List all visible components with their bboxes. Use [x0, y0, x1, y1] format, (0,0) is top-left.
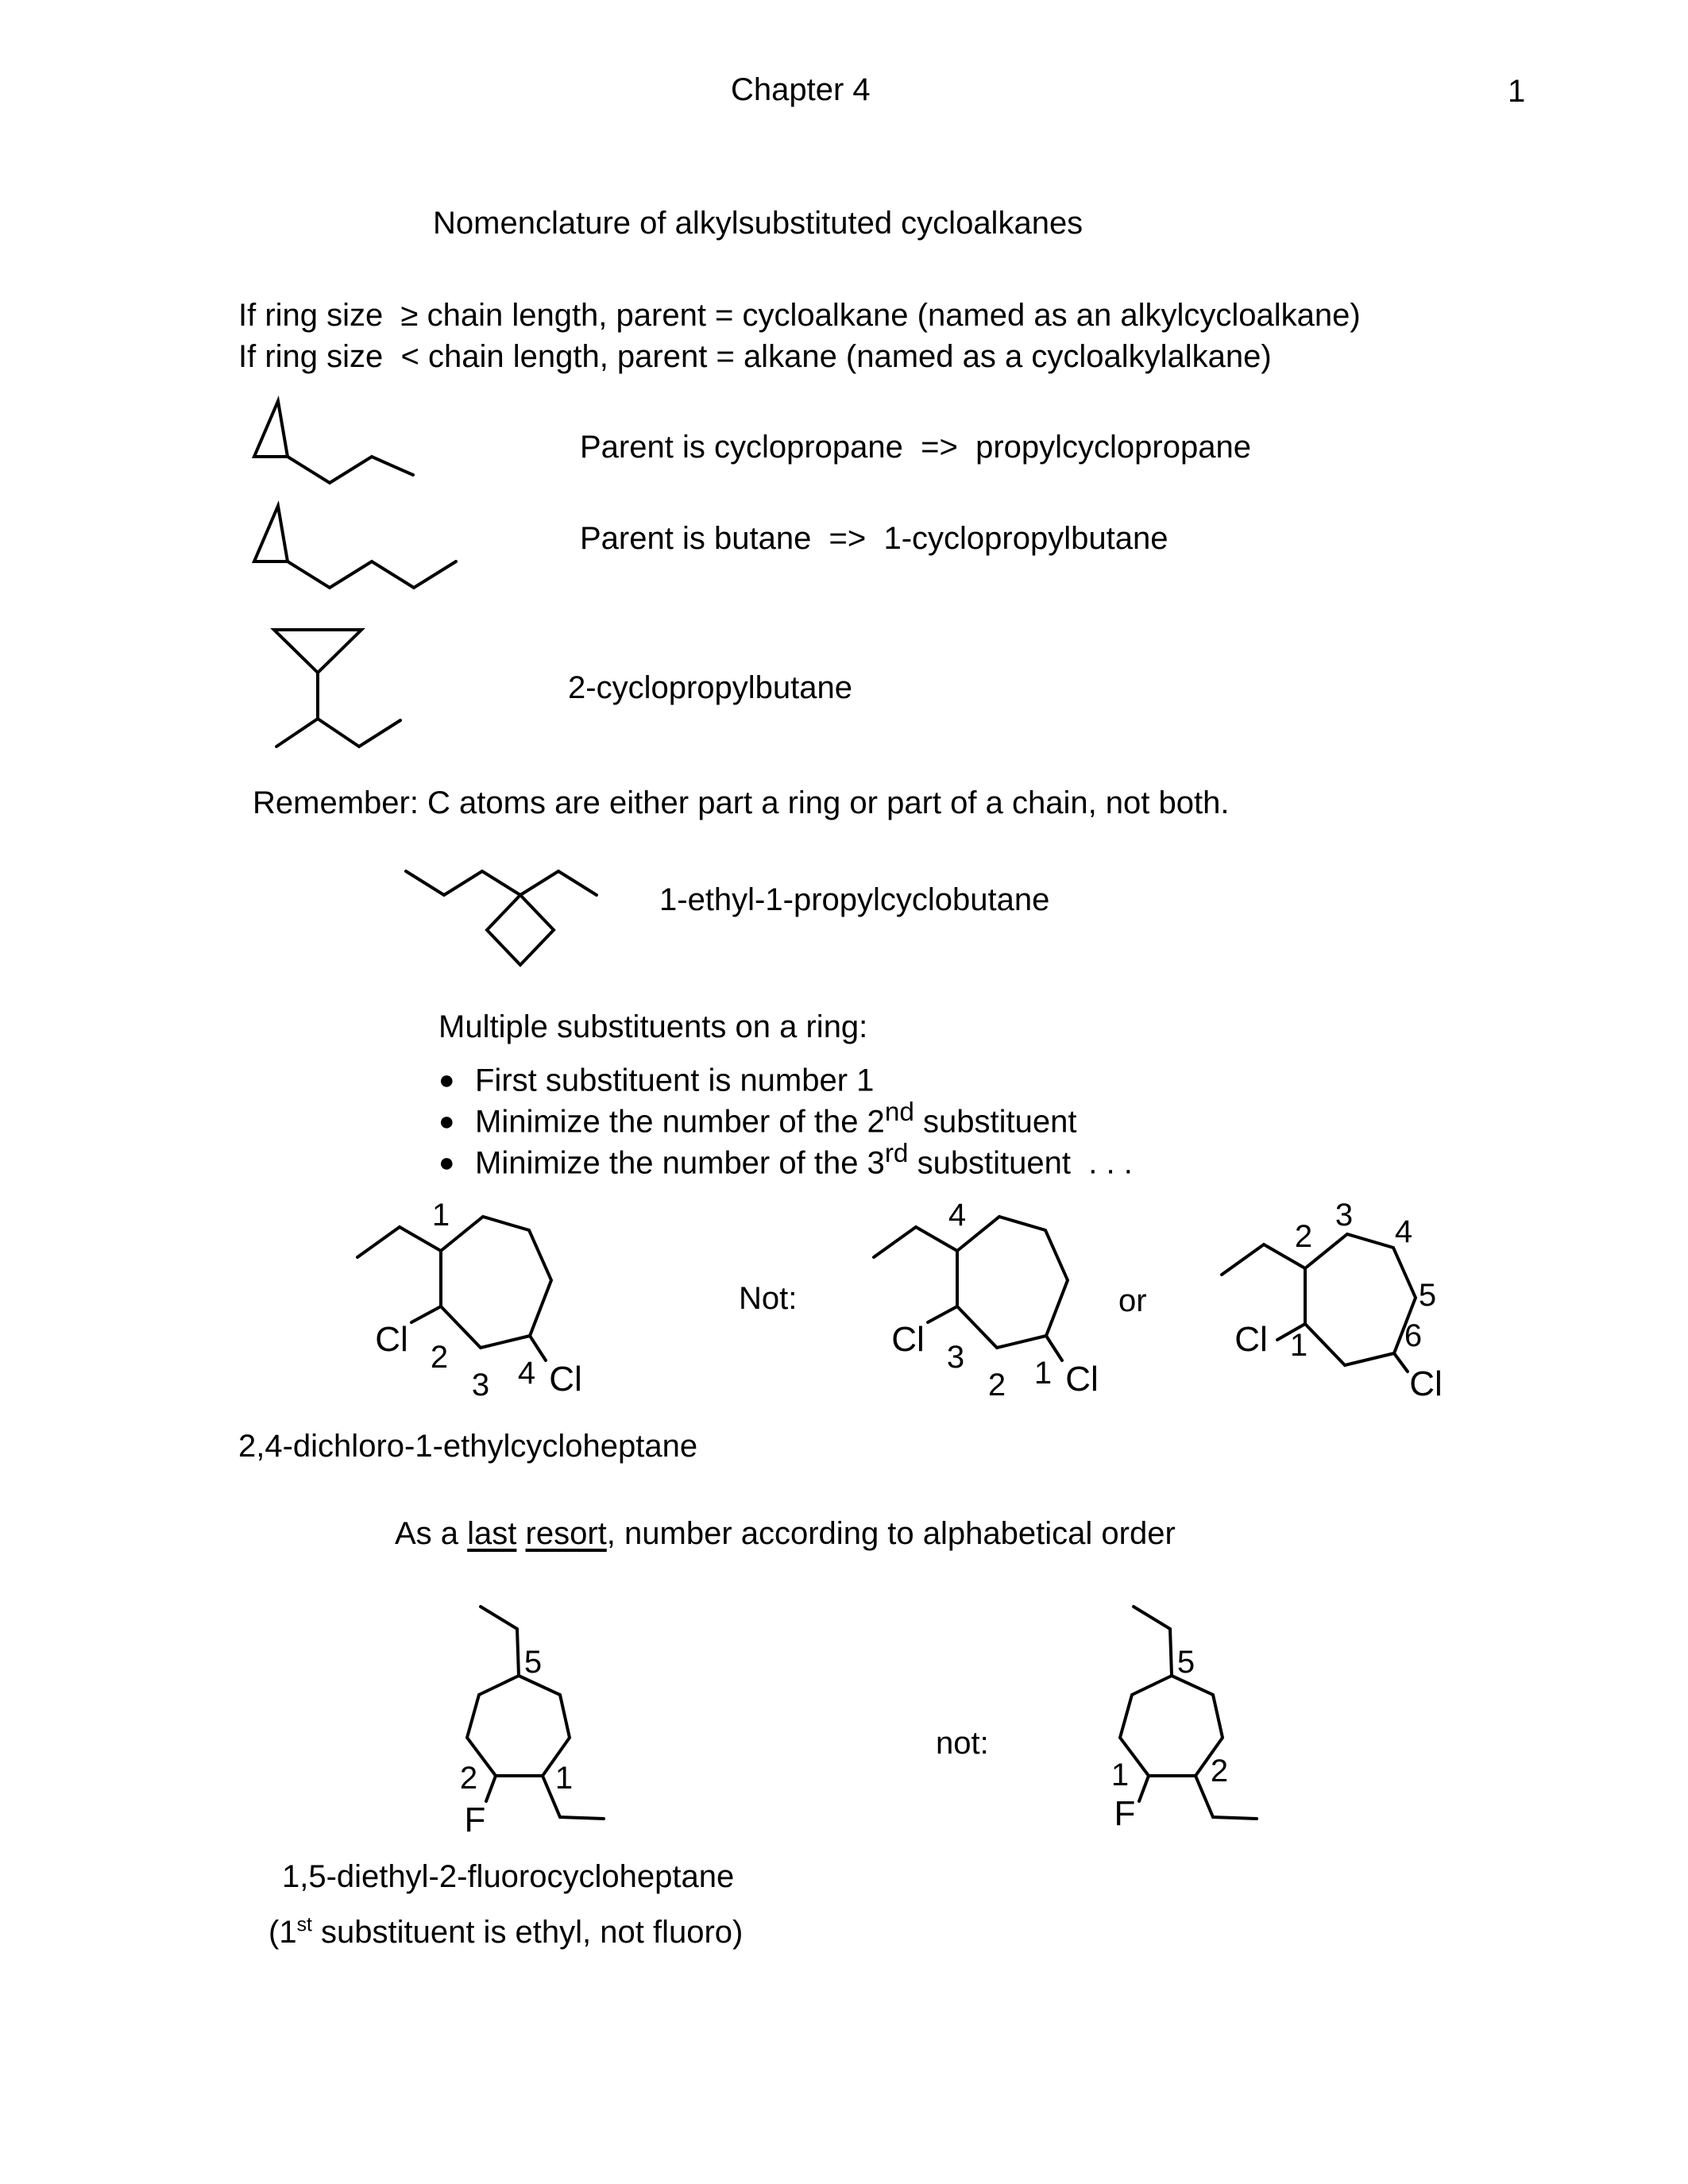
ring-number-label: 3: [471, 1368, 490, 1403]
reminder-line: Remember: C atoms are either part a ring or part of a chain, not both.: [253, 785, 1230, 820]
page-title: Nomenclature of alkylsubstituted cycloalkanes: [433, 206, 1083, 241]
cl-bond-right: [1394, 1353, 1408, 1372]
bullet-text-post: substituent . . .: [908, 1145, 1133, 1181]
ethyl-bond: [1222, 1244, 1305, 1275]
ring-number-label: 3: [946, 1340, 965, 1375]
ring-number-label: 1: [554, 1761, 574, 1796]
cl-bond-left: [411, 1306, 441, 1322]
bullet-icon: ●: [438, 1106, 455, 1137]
last-resort-line: [395, 1515, 1176, 1552]
fluoro-caption: 1,5-diethyl-2-fluorocycloheptane: [282, 1859, 735, 1894]
bullet-sup: rd: [884, 1139, 909, 1168]
ethyl-propyl-chains-bond: [406, 871, 597, 895]
not-label: Not:: [739, 1281, 798, 1316]
ring-number-label: 2: [987, 1368, 1006, 1403]
or-label: or: [1118, 1283, 1147, 1318]
ring-number-label: 2: [430, 1340, 449, 1375]
ring-number-label: 3: [1335, 1198, 1354, 1233]
bullet-icon: ●: [438, 1148, 455, 1179]
cl-bond-left: [928, 1306, 957, 1322]
cycloheptane-ring: [1120, 1676, 1223, 1776]
propyl-chain-bond: [288, 457, 413, 483]
bullet-sup: nd: [884, 1098, 914, 1127]
cl-label: Cl: [375, 1320, 408, 1359]
bullet-item-2: [438, 1098, 1076, 1140]
cl-label: Cl: [549, 1360, 582, 1399]
ring-number-label: 1: [431, 1198, 450, 1233]
ring-number-label: 6: [1404, 1318, 1423, 1353]
structure-dichloro-ethylcycloheptane-wrong: [854, 1187, 1108, 1426]
cycloheptane-ring: [441, 1217, 551, 1348]
ring-number-label: 5: [1176, 1645, 1196, 1680]
cycloheptane-ring: [957, 1217, 1068, 1348]
structure-1-ethyl-1-propylcyclobutane: [377, 846, 616, 973]
ethyl-bond-top: [481, 1607, 519, 1676]
last-resort-pre: As a: [395, 1516, 468, 1551]
structure-diethyl-fluorocycloheptane-correct: [445, 1588, 651, 1843]
cyclopropane-ring: [254, 401, 288, 457]
ring-number-label: 2: [459, 1761, 478, 1796]
rule-line-2: If ring size < chain length, parent = alkane (named as a cycloalkylalkane): [238, 339, 1272, 374]
f-label: F: [464, 1800, 486, 1839]
ethyl-bond: [874, 1227, 957, 1257]
cyclopropane-ring: [254, 506, 288, 561]
f-bond: [486, 1776, 496, 1801]
page-number: 1: [1508, 74, 1526, 109]
ethyl-bond-bottom: [543, 1776, 604, 1819]
bullet-text-post: substituent: [914, 1104, 1077, 1140]
ring-number-label: 5: [523, 1645, 543, 1680]
chapter-header: Chapter 4: [731, 72, 871, 107]
structure-diethyl-fluorocycloheptane-wrong: [1098, 1588, 1304, 1843]
bullet-item-3: [438, 1139, 1133, 1181]
cl-label: Cl: [1065, 1360, 1099, 1399]
ring-number-label: 4: [517, 1356, 536, 1391]
butyl-chain-bond: [288, 561, 456, 588]
ex4-caption: 1-ethyl-1-propylcyclobutane: [659, 882, 1050, 917]
f-bond: [1139, 1776, 1149, 1801]
cl-label: Cl: [891, 1320, 925, 1359]
ex3-caption: 2-cyclopropylbutane: [568, 670, 852, 705]
ring-number-label: 1: [1111, 1758, 1130, 1792]
structure-dichloro-ethylcycloheptane-alt: [1196, 1156, 1474, 1426]
structure-2-cyclopropylbutane: [254, 623, 413, 770]
rule-line-1: If ring size ≥ chain length, parent = cycloalkane (named as an alkylcycloalkane): [238, 298, 1361, 333]
underlined-resort: resort: [525, 1516, 607, 1551]
cyclobutane-ring: [487, 895, 554, 965]
cl-label: Cl: [1234, 1320, 1268, 1359]
bullet-text: First substituent is number 1: [475, 1063, 875, 1098]
cycloheptane-ring: [1305, 1234, 1416, 1365]
bullet-text: Minimize the number of the 3: [475, 1145, 885, 1181]
ring-number-label: 1: [1289, 1328, 1308, 1363]
last-resort-post: , number according to alphabetical order: [606, 1516, 1176, 1551]
structure-dichloro-ethylcycloheptane-correct: [338, 1187, 592, 1426]
ring-row-caption: 2,4-dichloro-1-ethylcycloheptane: [238, 1429, 698, 1464]
fluoro-note-post: substituent is ethyl, not fluoro): [311, 1915, 744, 1950]
multiple-substituents-heading: Multiple substituents on a ring:: [438, 1009, 868, 1044]
not-label-lower: not:: [936, 1726, 989, 1761]
last-resort-sep: [516, 1516, 525, 1551]
cycloheptane-ring: [467, 1676, 570, 1776]
ring-number-label: 2: [1210, 1754, 1229, 1788]
ring-number-label: 4: [948, 1198, 967, 1233]
fluoro-note-pre: (1: [268, 1915, 297, 1950]
structure-propylcyclopropane: [242, 393, 449, 496]
ring-number-label: 4: [1394, 1214, 1413, 1249]
bullet-text: Minimize the number of the 2: [475, 1104, 885, 1140]
ex1-caption: Parent is cyclopropane => propylcyclopropane: [580, 430, 1251, 465]
cyclopropane-ring: [274, 630, 361, 673]
cl-label: Cl: [1409, 1364, 1443, 1403]
bullet-item-1: [438, 1056, 874, 1098]
f-label: F: [1114, 1794, 1136, 1833]
structure-1-cyclopropylbutane: [242, 496, 504, 612]
ex2-caption: Parent is butane => 1-cyclopropylbutane: [580, 521, 1168, 556]
butane-chain-bond: [276, 719, 400, 747]
underlined-last: last: [467, 1516, 517, 1551]
fluoro-note-sup: st: [296, 1914, 312, 1936]
fluoro-note: [268, 1914, 743, 1951]
ring-number-label: 2: [1294, 1219, 1313, 1254]
ethyl-bond-top: [1134, 1607, 1172, 1676]
ring-number-label: 1: [1033, 1356, 1053, 1391]
ring-number-label: 5: [1418, 1278, 1437, 1313]
bullet-icon: ●: [438, 1065, 455, 1096]
ethyl-bond: [357, 1227, 441, 1257]
